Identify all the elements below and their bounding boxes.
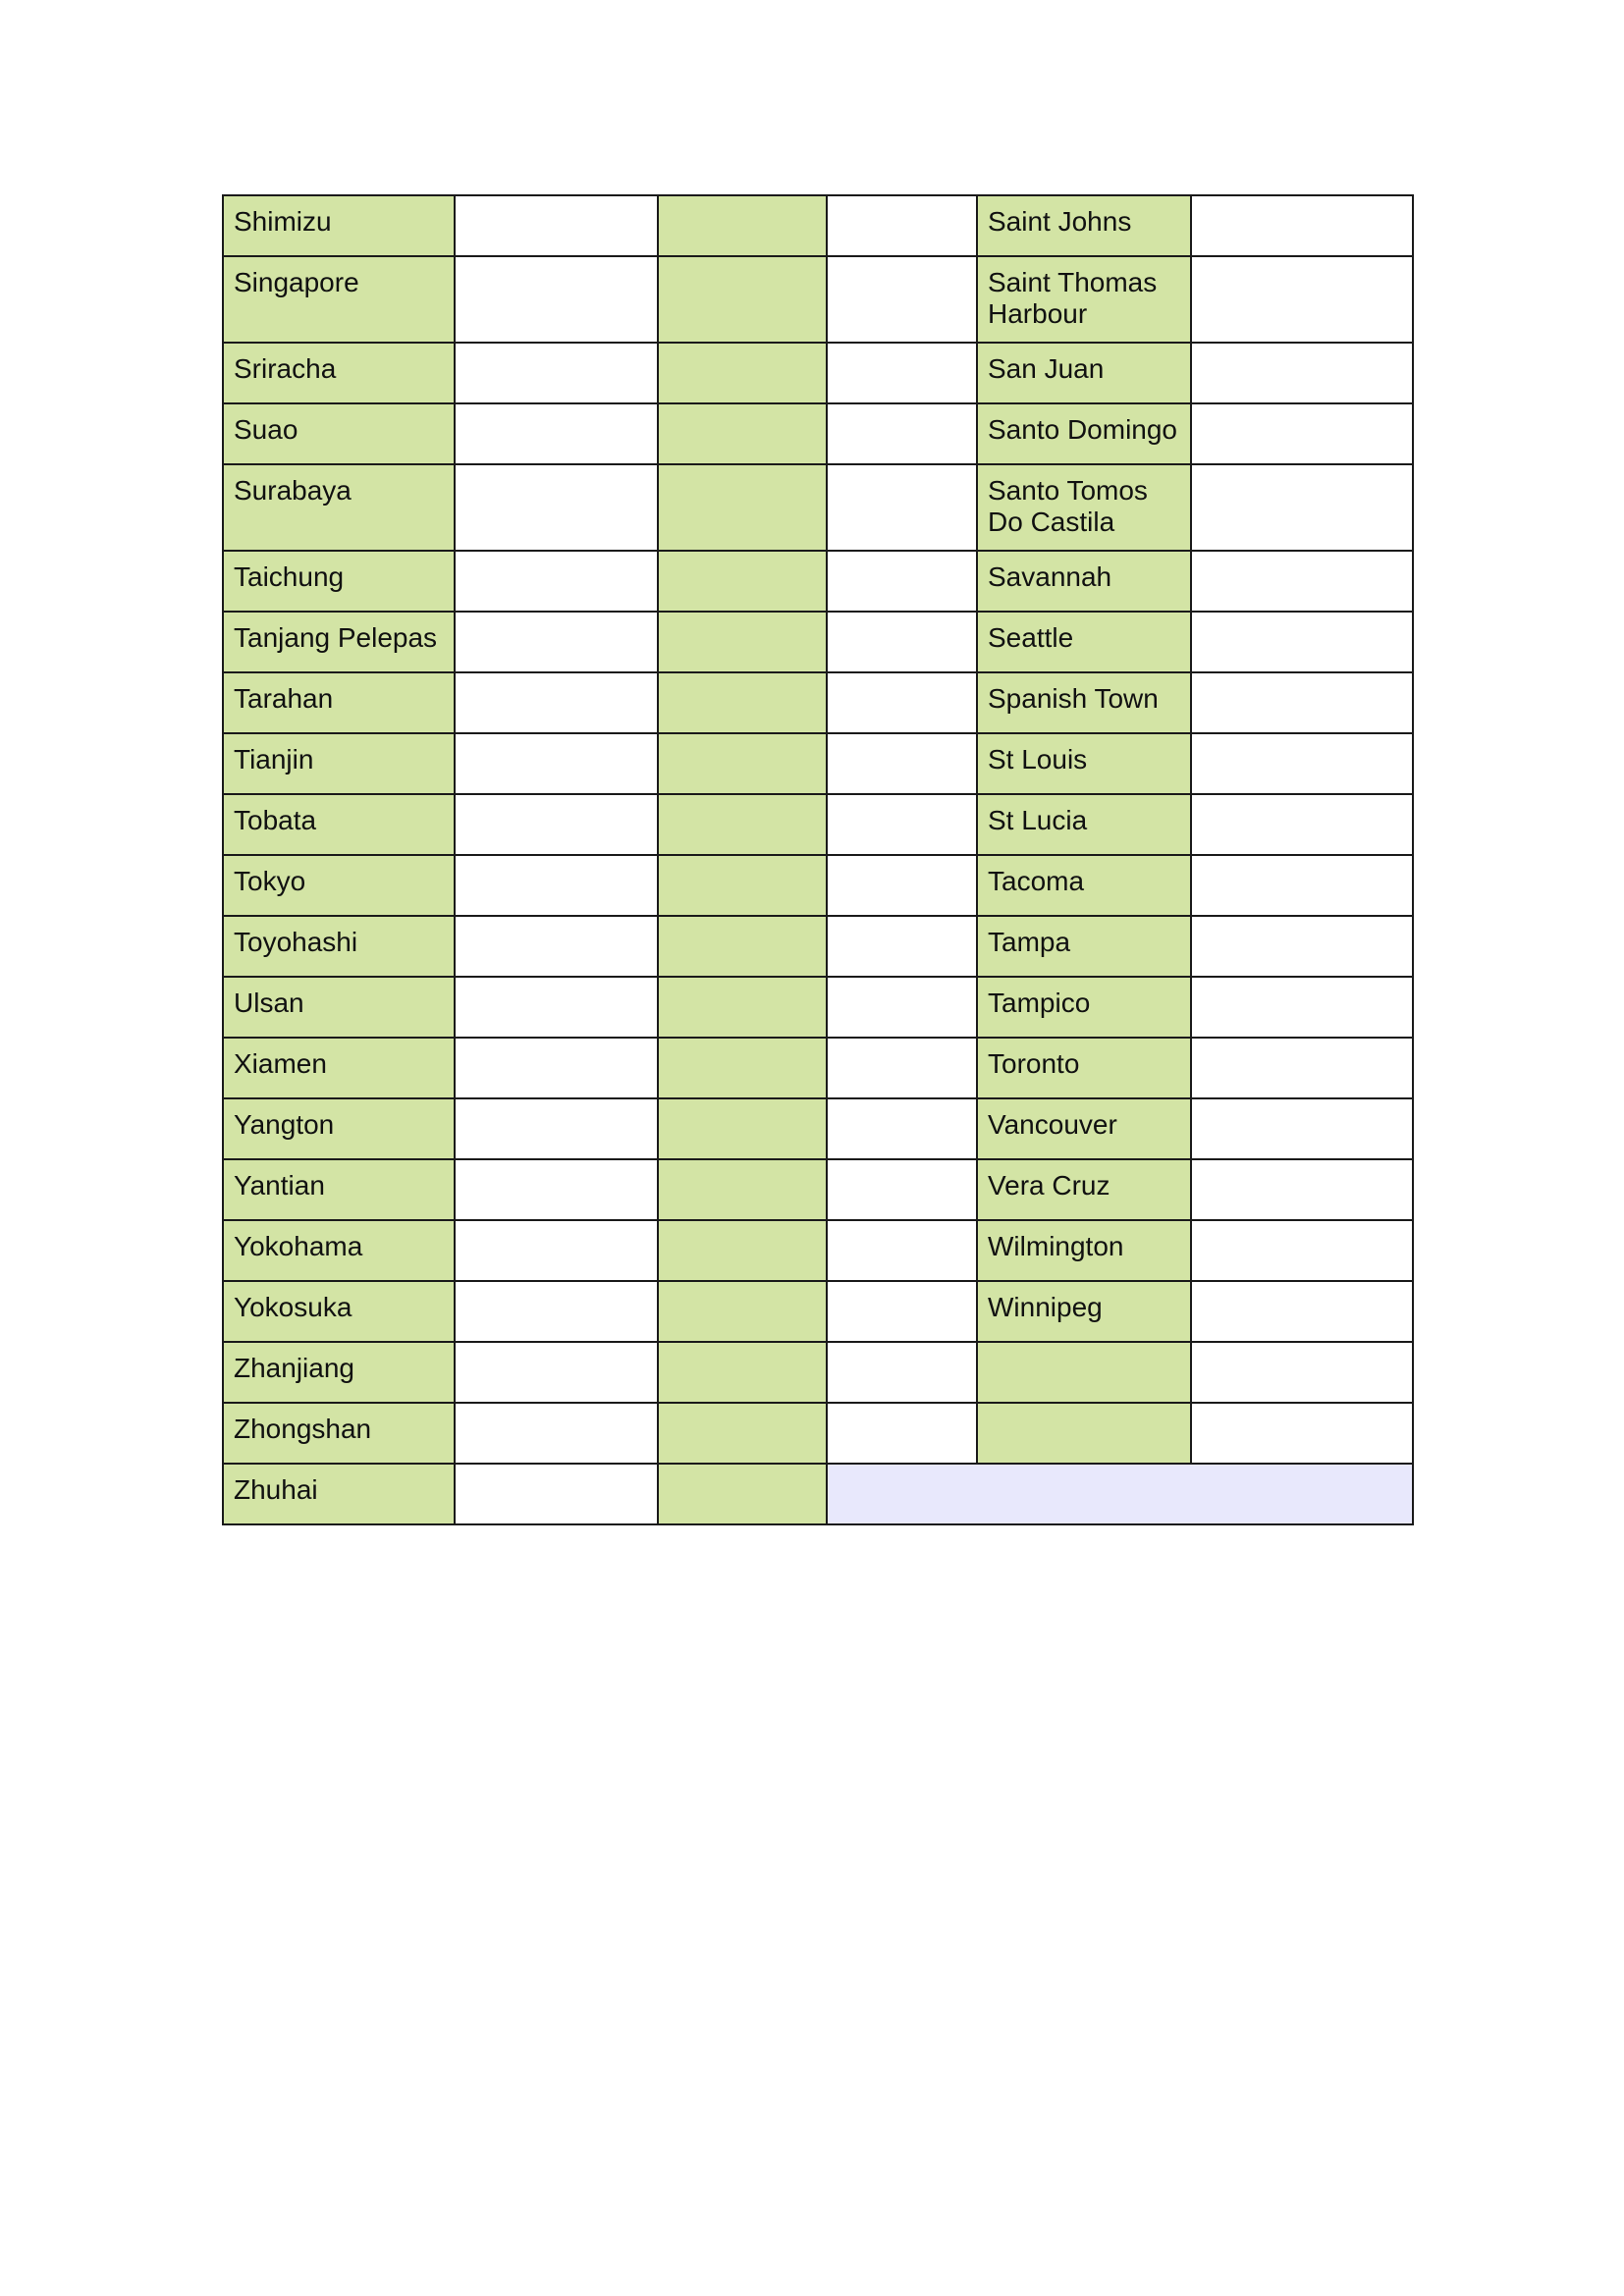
entry-cell[interactable] bbox=[827, 1281, 977, 1342]
entry-cell[interactable] bbox=[455, 403, 658, 464]
entry-cell[interactable] bbox=[455, 916, 658, 977]
table-row bbox=[223, 612, 1413, 672]
entry-cell[interactable] bbox=[455, 1403, 658, 1464]
entry-cell[interactable] bbox=[455, 464, 658, 551]
entry-cell[interactable] bbox=[827, 672, 977, 733]
port-name-cell: Suao bbox=[223, 403, 455, 464]
table-row bbox=[223, 977, 1413, 1038]
entry-cell[interactable] bbox=[827, 855, 977, 916]
port-name-cell: Santo Domingo bbox=[977, 403, 1191, 464]
table-row bbox=[223, 256, 1413, 343]
port-name-cell: Taichung bbox=[223, 551, 455, 612]
port-name-cell: Zhuhai bbox=[223, 1464, 455, 1524]
port-name-cell: Sriracha bbox=[223, 343, 455, 403]
table-row bbox=[223, 1281, 1413, 1342]
port-name-cell: St Louis bbox=[977, 733, 1191, 794]
entry-cell[interactable] bbox=[455, 1159, 658, 1220]
port-name-cell bbox=[658, 403, 827, 464]
entry-cell[interactable] bbox=[1191, 612, 1413, 672]
entry-cell[interactable] bbox=[827, 403, 977, 464]
port-name-cell: Tobata bbox=[223, 794, 455, 855]
entry-cell[interactable] bbox=[1191, 403, 1413, 464]
port-name-cell: Savannah bbox=[977, 551, 1191, 612]
entry-cell[interactable] bbox=[455, 343, 658, 403]
entry-cell[interactable] bbox=[1191, 977, 1413, 1038]
entry-cell[interactable] bbox=[455, 1098, 658, 1159]
entry-cell[interactable] bbox=[1191, 1403, 1413, 1464]
entry-cell[interactable] bbox=[827, 195, 977, 256]
table-row bbox=[223, 794, 1413, 855]
entry-cell[interactable] bbox=[827, 343, 977, 403]
table-row bbox=[223, 1159, 1413, 1220]
port-name-cell bbox=[658, 916, 827, 977]
entry-cell[interactable] bbox=[455, 1281, 658, 1342]
port-name-cell: Toronto bbox=[977, 1038, 1191, 1098]
port-name-cell bbox=[658, 733, 827, 794]
entry-cell[interactable] bbox=[827, 1403, 977, 1464]
entry-cell[interactable] bbox=[455, 1342, 658, 1403]
table-row bbox=[223, 195, 1413, 256]
port-name-cell: Spanish Town bbox=[977, 672, 1191, 733]
port-name-cell: Winnipeg bbox=[977, 1281, 1191, 1342]
table-row bbox=[223, 855, 1413, 916]
port-name-cell bbox=[658, 1281, 827, 1342]
entry-cell[interactable] bbox=[1191, 551, 1413, 612]
entry-cell[interactable] bbox=[827, 1038, 977, 1098]
port-name-cell: Toyohashi bbox=[223, 916, 455, 977]
entry-cell[interactable] bbox=[455, 256, 658, 343]
port-name-cell: St Lucia bbox=[977, 794, 1191, 855]
port-table bbox=[222, 194, 1414, 1525]
port-name-cell bbox=[658, 1403, 827, 1464]
entry-cell[interactable] bbox=[1191, 855, 1413, 916]
port-name-cell: Vancouver bbox=[977, 1098, 1191, 1159]
entry-cell[interactable] bbox=[1191, 256, 1413, 343]
entry-cell[interactable] bbox=[1191, 733, 1413, 794]
entry-cell[interactable] bbox=[827, 256, 977, 343]
entry-cell[interactable] bbox=[455, 855, 658, 916]
entry-cell[interactable] bbox=[1191, 916, 1413, 977]
entry-cell[interactable] bbox=[455, 612, 658, 672]
table-row bbox=[223, 1038, 1413, 1098]
port-name-cell bbox=[658, 977, 827, 1038]
entry-cell[interactable] bbox=[455, 551, 658, 612]
port-name-cell bbox=[658, 672, 827, 733]
table-row bbox=[223, 1342, 1413, 1403]
entry-cell[interactable] bbox=[827, 464, 977, 551]
port-name-cell: Tokyo bbox=[223, 855, 455, 916]
port-name-cell: Tanjang Pelepas bbox=[223, 612, 455, 672]
entry-cell[interactable] bbox=[1191, 343, 1413, 403]
entry-cell[interactable] bbox=[1191, 1220, 1413, 1281]
entry-cell[interactable] bbox=[827, 1342, 977, 1403]
entry-cell[interactable] bbox=[1191, 464, 1413, 551]
port-name-cell: Zhanjiang bbox=[223, 1342, 455, 1403]
port-name-cell bbox=[658, 551, 827, 612]
port-name-cell: Yantian bbox=[223, 1159, 455, 1220]
entry-cell[interactable] bbox=[827, 916, 977, 977]
entry-cell[interactable] bbox=[455, 1464, 658, 1524]
table-row bbox=[223, 1220, 1413, 1281]
port-name-cell: Singapore bbox=[223, 256, 455, 343]
port-name-cell: Ulsan bbox=[223, 977, 455, 1038]
entry-cell[interactable] bbox=[827, 794, 977, 855]
entry-cell[interactable] bbox=[1191, 1038, 1413, 1098]
port-name-cell: Saint Johns bbox=[977, 195, 1191, 256]
port-name-cell bbox=[658, 1220, 827, 1281]
entry-cell[interactable] bbox=[827, 551, 977, 612]
port-table-body bbox=[223, 195, 1413, 1524]
port-name-cell: Vera Cruz bbox=[977, 1159, 1191, 1220]
port-name-cell bbox=[977, 1342, 1191, 1403]
port-name-cell: Xiamen bbox=[223, 1038, 455, 1098]
entry-cell[interactable] bbox=[827, 612, 977, 672]
entry-cell[interactable] bbox=[1191, 195, 1413, 256]
table-row bbox=[223, 1098, 1413, 1159]
port-name-cell bbox=[658, 1342, 827, 1403]
port-name-cell bbox=[658, 1098, 827, 1159]
port-name-cell: Tampa bbox=[977, 916, 1191, 977]
table-row bbox=[223, 916, 1413, 977]
entry-cell[interactable] bbox=[455, 672, 658, 733]
port-name-cell: San Juan bbox=[977, 343, 1191, 403]
entry-cell[interactable] bbox=[455, 1038, 658, 1098]
port-name-cell bbox=[658, 1159, 827, 1220]
table-row bbox=[223, 1403, 1413, 1464]
port-name-cell bbox=[658, 256, 827, 343]
port-name-cell bbox=[658, 612, 827, 672]
entry-cell[interactable] bbox=[1191, 1342, 1413, 1403]
port-name-cell: Surabaya bbox=[223, 464, 455, 551]
entry-cell[interactable] bbox=[455, 195, 658, 256]
entry-cell[interactable] bbox=[455, 1220, 658, 1281]
port-name-cell: Yokohama bbox=[223, 1220, 455, 1281]
table-row bbox=[223, 403, 1413, 464]
port-name-cell: Shimizu bbox=[223, 195, 455, 256]
entry-cell[interactable] bbox=[827, 1220, 977, 1281]
port-name-cell: Zhongshan bbox=[223, 1403, 455, 1464]
table-row bbox=[223, 551, 1413, 612]
port-name-cell: Tampico bbox=[977, 977, 1191, 1038]
port-name-cell: Seattle bbox=[977, 612, 1191, 672]
port-name-cell bbox=[977, 1403, 1191, 1464]
port-name-cell bbox=[658, 855, 827, 916]
entry-cell[interactable] bbox=[827, 1098, 977, 1159]
port-name-cell bbox=[658, 343, 827, 403]
port-name-cell bbox=[658, 195, 827, 256]
entry-cell[interactable] bbox=[827, 733, 977, 794]
port-name-cell: Yangton bbox=[223, 1098, 455, 1159]
port-name-cell: Tarahan bbox=[223, 672, 455, 733]
port-name-cell bbox=[658, 1038, 827, 1098]
entry-cell[interactable] bbox=[1191, 672, 1413, 733]
port-name-cell bbox=[658, 794, 827, 855]
entry-cell[interactable] bbox=[455, 733, 658, 794]
entry-cell[interactable] bbox=[455, 977, 658, 1038]
table-row bbox=[223, 672, 1413, 733]
table-row bbox=[223, 464, 1413, 551]
table-row bbox=[223, 343, 1413, 403]
port-name-cell: Tianjin bbox=[223, 733, 455, 794]
port-name-cell: Wilmington bbox=[977, 1220, 1191, 1281]
port-name-cell: Yokosuka bbox=[223, 1281, 455, 1342]
entry-cell[interactable] bbox=[1191, 1159, 1413, 1220]
port-name-cell: Saint Thomas Harbour bbox=[977, 256, 1191, 343]
port-name-cell bbox=[658, 1464, 827, 1524]
port-name-cell: Tacoma bbox=[977, 855, 1191, 916]
entry-cell[interactable] bbox=[827, 977, 977, 1038]
table-row bbox=[223, 733, 1413, 794]
port-name-cell bbox=[658, 464, 827, 551]
entry-cell[interactable] bbox=[455, 794, 658, 855]
filler-cell bbox=[827, 1464, 1413, 1524]
table-row bbox=[223, 1464, 1413, 1524]
entry-cell[interactable] bbox=[1191, 1281, 1413, 1342]
port-name-cell: Santo Tomos Do Castila bbox=[977, 464, 1191, 551]
entry-cell[interactable] bbox=[1191, 794, 1413, 855]
entry-cell[interactable] bbox=[1191, 1098, 1413, 1159]
entry-cell[interactable] bbox=[827, 1159, 977, 1220]
